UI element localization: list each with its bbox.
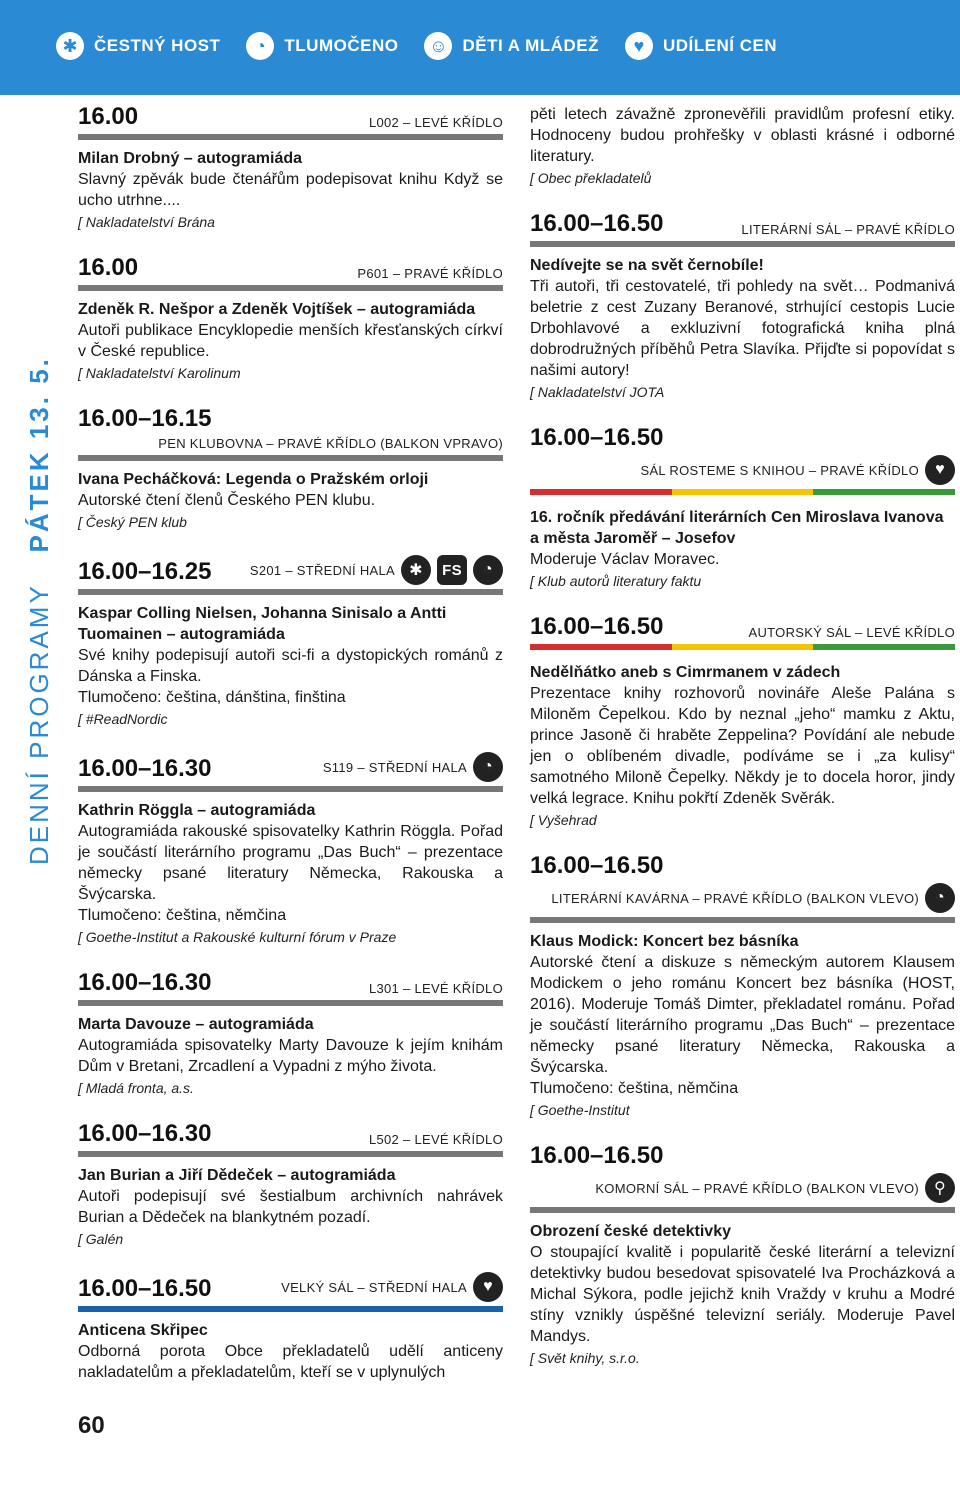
speech-icon: ◔ <box>473 752 503 782</box>
legend-awards <box>625 32 777 60</box>
event-room: SÁL ROSTEME S KNIHOU – PRAVÉ KŘÍDLO <box>640 462 919 478</box>
event-organizer: [ Klub autorů literatury faktu <box>530 573 702 589</box>
event-time: 16.00–16.50 <box>78 1275 212 1302</box>
event-organizer: [ Goethe-Institut <box>530 1102 630 1118</box>
event-description: Autoři podepisují své šestialbum archivních nahrávek Burian a Dědeček na blankytném pozadí. <box>78 1188 503 1226</box>
event-header <box>530 211 955 247</box>
event-time: 16.00–16.30 <box>78 755 212 782</box>
event-organizer: [ Nakladatelství JOTA <box>530 384 665 400</box>
event <box>78 255 503 384</box>
event-room: AUTORSKÝ SÁL – LEVÉ KŘÍDLO <box>748 625 955 640</box>
event <box>78 970 503 1099</box>
event-time: 16.00–16.15 <box>78 405 212 432</box>
event-title: Zdeněk R. Nešpor a Zdeněk Vojtíšek – autogramiáda <box>78 301 476 318</box>
legend-children <box>424 32 599 60</box>
event-description: Své knihy podepisují autoři sci-fi a dystopických románů z Dánska a Finska. <box>78 647 503 685</box>
event-room-group <box>250 555 503 585</box>
event-room: VELKÝ SÁL – STŘEDNÍ HALA <box>281 1279 467 1295</box>
event <box>78 406 503 533</box>
event-description: Autorské čtení členů Českého PEN klubu. <box>78 492 376 509</box>
event-time: 16.00–16.50 <box>530 852 664 879</box>
event-interpretation: Tlumočeno: čeština, němčina <box>530 1080 739 1097</box>
sidebar-title <box>24 356 55 865</box>
event <box>78 555 503 730</box>
event-header <box>530 614 955 654</box>
trophy-icon: ♥ <box>473 1272 503 1302</box>
event-title: Ivana Pecháčková: Legenda o Pražském orloji <box>78 471 429 488</box>
legend-interpreted <box>246 32 398 60</box>
tricolor-red <box>530 489 672 495</box>
event-time: 16.00–16.30 <box>78 1120 212 1147</box>
event-room: LITERÁRNÍ SÁL – PRAVÉ KŘÍDLO <box>741 222 955 237</box>
fs-icon: FS <box>437 555 467 585</box>
event-room: S201 – STŘEDNÍ HALA <box>249 562 395 578</box>
event-description: Autogramiáda spisovatelky Marty Davouze k jejím knihám Dům v Bretani, Zrcadlení a Vypadni z mýho života. <box>78 1037 503 1075</box>
event-description: Autogramiáda rakouské spisovatelky Kathrin Röggla. Pořad je součástí literárního programu „Das Buch“ – prezentace německy psané literatury Německa, Rakouska a Švýcarska. <box>78 823 503 903</box>
event-title: Kaspar Colling Nielsen, Johanna Sinisalo a Antti Tuomainen – autogramiáda <box>78 605 447 643</box>
event-room: LITERÁRNÍ KAVÁRNA – PRAVÉ KŘÍDLO (BALKON VLEVO) <box>551 890 919 906</box>
event-room: P601 – PRAVÉ KŘÍDLO <box>357 266 503 281</box>
event-interpretation: Tlumočeno: čeština, dánština, finština <box>78 689 346 706</box>
star-icon: ✱ <box>401 555 431 585</box>
event-room: S119 – STŘEDNÍ HALA <box>322 759 467 775</box>
event <box>530 614 955 831</box>
event <box>530 425 955 592</box>
event-description: Tři autoři, tři cestovatelé, tři pohledy na svět… Podmanivá beletrie z cest Zuzany Beranové, strhující cestopis Lucie Drbohlavové a exkluzivní fotografická kniha plná dobrodružných příběhů Petra Slavíka. Přijďte si popovídat s našimi autory! <box>530 278 955 379</box>
event-description: Odborná porota Obce překladatelů udělí anticeny nakladatelům a překladatelům, kteří se v uplynulých <box>78 1343 503 1381</box>
event-organizer: [ #ReadNordic <box>78 711 168 727</box>
event-organizer: [ Obec překladatelů <box>530 170 652 186</box>
legend-label: DĚTI A MLÁDEŽ <box>462 36 599 55</box>
event <box>530 1143 955 1369</box>
event-room-group <box>323 752 503 782</box>
event-time: 16.00–16.50 <box>530 1142 664 1169</box>
tricolor-green <box>813 644 955 650</box>
event <box>530 853 955 1121</box>
event-organizer: [ Nakladatelství Karolinum <box>78 365 241 381</box>
tricolor-yellow <box>672 489 814 495</box>
event-room-group <box>530 883 955 913</box>
event-header <box>530 425 955 499</box>
event-title: Jan Burian a Jiří Dědeček – autogramiáda <box>78 1167 396 1184</box>
top-legend-bar <box>0 0 960 95</box>
event-room: L502 – LEVÉ KŘÍDLO <box>368 1132 503 1147</box>
event-room: L002 – LEVÉ KŘÍDLO <box>368 115 503 130</box>
event-organizer: [ Český PEN klub <box>78 514 187 530</box>
event-header <box>78 752 503 792</box>
event-title: Nedívejte se na svět černobíle! <box>530 257 764 274</box>
event-description: Prezentace knihy rozhovorů novináře Aleše Palána s Miloněm Čepelkou. Kdo by neznal „jeho“ mamku z Aktu, prince Jasoně či hraběte Zeppelina? Povídání ale nebude jen o oblíbeném divadle, podíváme se i „za kulisy“ samotného Miloně Čepelky. Někdy je to docela horor, jindy velká legrace. Knihu pokřtí Zdeněk Svěrák. <box>530 685 955 807</box>
event-time: 16.00–16.50 <box>530 210 664 237</box>
event-description: Autoři publikace Encyklopedie menších křesťanských církví v České republice. <box>78 322 503 360</box>
tricolor-red <box>530 644 672 650</box>
event-title: 16. ročník předávání literárních Cen Miroslava Ivanova a města Jaroměř – Josefov <box>530 509 944 547</box>
event-header <box>78 255 503 291</box>
event-room: KOMORNÍ SÁL – PRAVÉ KŘÍDLO (BALKON VLEVO) <box>595 1180 919 1196</box>
event-organizer: [ Nakladatelství Brána <box>78 214 215 230</box>
event-title: Kathrin Röggla – autogramiáda <box>78 802 316 819</box>
legend-label: UDÍLENÍ CEN <box>662 36 778 55</box>
event-room: PEN KLUBOVNA – PRAVÉ KŘÍDLO (BALKON VPRAVO) <box>158 436 503 451</box>
left-column <box>78 104 503 1405</box>
magnifier-icon: ⚲ <box>925 1173 955 1203</box>
event-organizer: [ Svět knihy, s.r.o. <box>530 1350 640 1366</box>
tricolor-bar <box>530 644 955 650</box>
event-title: Milan Drobný – autogramiáda <box>78 150 303 167</box>
event-continuation <box>530 104 955 189</box>
event-organizer: [ Mladá fronta, a.s. <box>78 1080 194 1096</box>
event-header <box>530 1143 955 1213</box>
trophy-icon: ♥ <box>925 455 955 485</box>
page-number: 60 <box>78 1412 105 1439</box>
event-title: Klaus Modick: Koncert bez básníka <box>530 933 799 950</box>
event <box>530 211 955 403</box>
event-header <box>78 1272 503 1312</box>
event <box>78 752 503 948</box>
day-name: PÁTEK 13. 5. <box>24 356 54 553</box>
event-time: 16.00–16.30 <box>78 969 212 996</box>
event-description: Moderuje Václav Moravec. <box>530 551 720 568</box>
tricolor-bar <box>530 489 955 495</box>
continued-text: pěti letech závažně zpronevěřili pravidlům profesní etiky. Hodnoceny budou prohřešky v oblasti krásné i odborné literatury. <box>530 106 955 165</box>
event-time: 16.00–16.25 <box>78 558 212 585</box>
sidebar <box>0 95 64 1497</box>
event-organizer: [ Galén <box>78 1231 124 1247</box>
event <box>78 104 503 233</box>
right-column <box>530 104 955 1391</box>
speech-icon: ◔ <box>473 555 503 585</box>
event-description: Slavný zpěvák bude čtenářům podepisovat knihu Když se ucho utrhne.... <box>78 171 503 209</box>
event-time: 16.00 <box>78 103 139 130</box>
smiley-icon: ☺ <box>424 32 452 60</box>
event-room: L301 – LEVÉ KŘÍDLO <box>368 981 503 996</box>
event-description: Autorské čtení a diskuze s německým autorem Klausem Modickem o jeho románu Koncert bez básníka (HOST, 2016). Moderuje Tomáš Dimter, překladatel románu. Pořad je součástí literárního programu „Das Buch“ – prezentace německy psané literatury Německa, Rakouska a Švýcarska. <box>530 954 955 1076</box>
event-title: Anticena Skřipec <box>78 1322 208 1339</box>
event-room-group <box>530 1173 955 1203</box>
legend-honored-guest <box>56 32 220 60</box>
event-title: Nedělňátko aneb s Cimrmanem v zádech <box>530 664 841 681</box>
event-header <box>78 1121 503 1157</box>
speech-icon: ◔ <box>246 32 274 60</box>
event-header <box>78 104 503 140</box>
event-room-group <box>530 455 955 485</box>
event-organizer: [ Goethe-Institut a Rakouské kulturní fórum v Praze <box>78 929 397 945</box>
event <box>78 1272 503 1383</box>
event-header <box>78 970 503 1006</box>
event <box>78 1121 503 1250</box>
event-interpretation: Tlumočeno: čeština, němčina <box>78 907 287 924</box>
legend-label: TLUMOČENO <box>284 36 399 55</box>
event-room-group <box>281 1272 503 1302</box>
event-title: Marta Davouze – autogramiáda <box>78 1016 314 1033</box>
legend-label: ČESTNÝ HOST <box>94 36 221 55</box>
event-title: Obrození české detektivky <box>530 1223 731 1240</box>
event-header <box>530 853 955 923</box>
event-time: 16.00–16.50 <box>530 424 664 451</box>
speech-icon: ◔ <box>925 883 955 913</box>
event-time: 16.00–16.50 <box>530 613 664 640</box>
event-description: O stoupající kvalitě i popularitě české literární a televizní detektivky budou besedovat spisovatelé Iva Procházková a Michal Sýkora, podle jejichž knih Vraždy v kruhu a Modré stíny vznikly úspěšné televizní seriály. Moderuje Pavel Mandys. <box>530 1244 955 1345</box>
event-header <box>78 555 503 595</box>
tricolor-green <box>813 489 955 495</box>
tricolor-yellow <box>672 644 814 650</box>
event-time: 16.00 <box>78 254 139 281</box>
event-organizer: [ Vyšehrad <box>530 812 597 828</box>
trophy-icon: ♥ <box>625 32 653 60</box>
event-header <box>78 406 503 461</box>
section-name: DENNÍ PROGRAMY <box>24 583 54 865</box>
star-icon: ✱ <box>56 32 84 60</box>
